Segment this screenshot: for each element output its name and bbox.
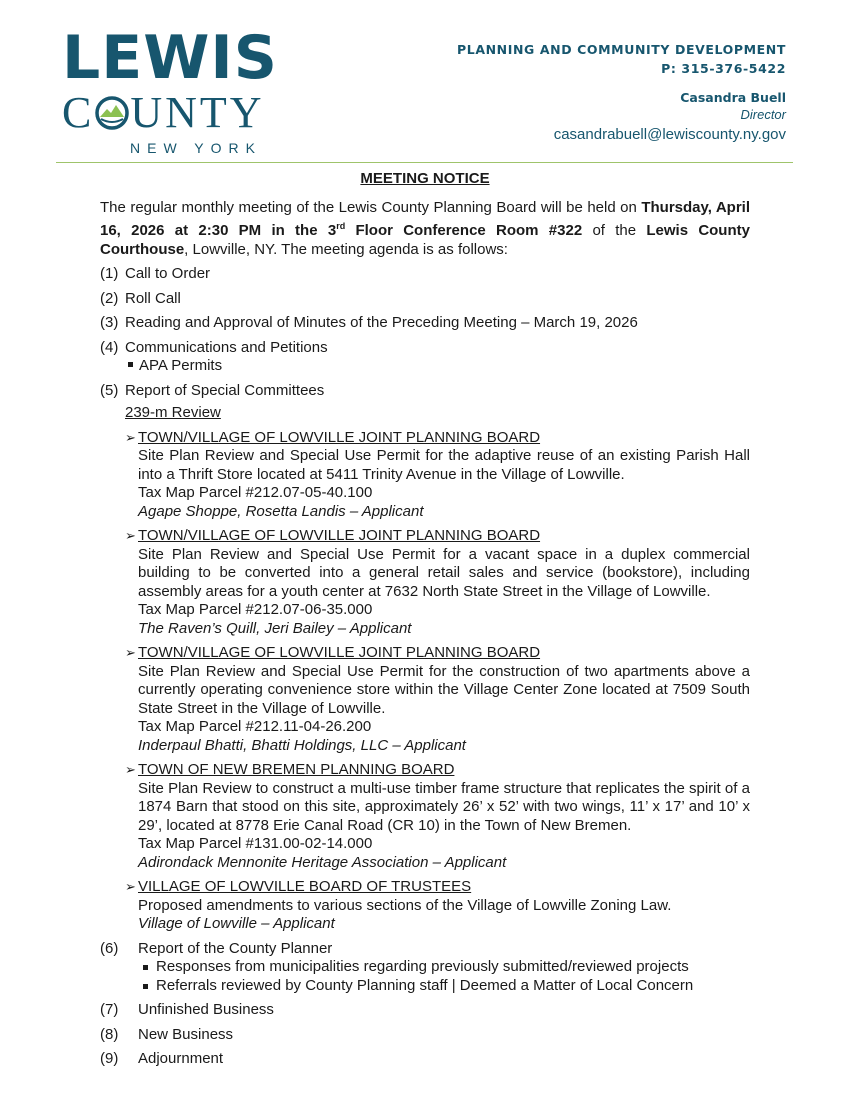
agenda-item: (8) New Business bbox=[100, 1025, 234, 1043]
arrow-bullet-icon: ➢ bbox=[125, 879, 136, 894]
arrow-bullet-icon: ➢ bbox=[125, 429, 136, 445]
director-email[interactable]: casandrabuell@lewiscounty.ny.gov bbox=[553, 126, 786, 143]
agenda-item: (6) Report of the County Planner Responses from municipalities regarding previously submitted/reviewed projects Referrals reviewed by County Planning staff | Deemed a Matter of Local Concern bbox=[100, 940, 750, 996]
logo-county-unty: UNTY bbox=[130, 88, 265, 137]
square-bullet-icon bbox=[128, 362, 133, 367]
agenda-item: (3) Reading and Approval of Minutes of the Preceding Meeting – March 19, 2026 bbox=[100, 314, 638, 331]
logo-new-york: NEW YORK bbox=[130, 140, 262, 156]
arrow-bullet-icon: ➢ bbox=[125, 645, 136, 660]
agenda-item: (7) Unfinished Business bbox=[100, 1001, 274, 1018]
county-logo bbox=[62, 23, 278, 158]
project-entry: ➢ TOWN OF NEW BREMEN PLANNING BOARD Site Plan Review to construct a multi-use timber frame structure that replicates the spirit of a 1874 Barn that stood on this site, approximately 26’ x 52’ with two wings, 11’ x 17’ and 10’ x 29’, located at 8778 Erie Canal Road (CR 10) in the Town of New Bremen. Tax Map Parcel #131.00-02-14.000 Adirondack Mennonite Heritage Association – Applicant bbox=[125, 761, 750, 871]
meeting-notice bbox=[100, 170, 750, 1069]
arrow-bullet-icon: ➢ bbox=[125, 762, 136, 777]
notice-heading: MEETING NOTICE bbox=[360, 170, 490, 187]
agenda-item: (2) Roll Call bbox=[100, 289, 181, 307]
agenda-subitem: APA Permits bbox=[128, 357, 750, 376]
logo-county bbox=[62, 90, 265, 136]
director-title: Director bbox=[740, 107, 786, 122]
department-contact bbox=[457, 42, 786, 143]
review-label: 239-m Review bbox=[125, 404, 221, 421]
logo-county-c: C bbox=[62, 88, 95, 137]
arrow-bullet-icon: ➢ bbox=[125, 528, 136, 543]
square-bullet-icon bbox=[143, 965, 148, 970]
project-entry: ➢ TOWN/VILLAGE OF LOWVILLE JOINT PLANNING BOARD Site Plan Review and Special Use Permit for the adaptive reuse of an existing Parish Hall into a Thrift Store located at 5411 Trinity Avenue in the Village of Lowville. Tax Map Parcel #212.07-05-40.100 Agape Shoppe, Rosetta Landis – Applicant bbox=[125, 428, 750, 520]
department-phone: P: 315-376-5422 bbox=[661, 61, 786, 76]
agenda-item: (4) Communications and Petitions APA Permits bbox=[100, 339, 750, 376]
notice-intro: The regular monthly meeting of the Lewis County Planning Board will be held on Thursday, April 16, 2026 at 2:30 PM in the 3rd Floor Conference Room #322 of the Lewis County Courthouse, Lowville, NY. The meeting agenda is as follows: bbox=[100, 198, 750, 258]
agenda-item: (5) Report of Special Committees 239-m Review ➢ TOWN/VILLAGE OF LOWVILLE JOINT PLANNING BOARD Site Plan Review and Special Use Permit for the adaptive reuse of an existing Parish Hall into a Thrift Store located at 5411 Trinity Avenue in the Village of Lowville. Tax Map Parcel #212.07-05-40.100 Agape Shoppe, Rosetta Landis – Applicant ➢ TOWN/VILLAGE OF LOWVILLE JOINT PLANNING BOARD Site Plan Review and Special Use Permit for a vacant space in a duplex commercial building to be converted into a general retail sales and service (bookstore), including assembly areas for a youth center at 7632 North State Street in the Village of Lowville. Tax Map Parcel #212.07-06-35.000 The Raven’s Quill, Jeri Bailey – Applicant ➢ TOWN/VILLAGE OF LOWVILLE JOINT PLANNING BOARD Site Plan Review and Special Use Permit for the construction of two apartments above a currently operating convenience store within the Village Center Zone located at 7509 South State Street in the Village of Lowville. Tax Map Parcel #212.11-04-26.200 Inderpaul Bhatti, Bhatti Holdings, LLC – Applicant ➢ TOWN OF NEW BREMEN PLANNING BOARD Site Plan Review to construct a multi-use timber frame structure that replicates the spirit of a 1874 Barn that stood on this site, approximately 26’ x 52’ with two wings, 11’ x 17’ and 10’ x 29’, located at 8778 Erie Canal Road (CR 10) in the Town of New Bremen. Tax Map Parcel #131.00-02-14.000 Adirondack Mennonite Heritage Association – Applicant ➢ VILLAGE OF LOWVILLE BOARD OF TRUSTEES Proposed amendments to various sections of the Village of Lowville Zoning Law. Village of Lowville – Applicant bbox=[100, 381, 750, 932]
agenda-item: (9) Adjournment bbox=[100, 1050, 224, 1067]
director-name: Casandra Buell bbox=[680, 90, 786, 105]
department-name: PLANNING AND COMMUNITY DEVELOPMENT bbox=[457, 42, 786, 57]
mountain-emblem-icon bbox=[94, 95, 130, 131]
agenda-subitem: Responses from municipalities regarding previously submitted/reviewed projects bbox=[138, 958, 750, 977]
project-entry: ➢ VILLAGE OF LOWVILLE BOARD OF TRUSTEES Proposed amendments to various sections of the Village of Lowville Zoning Law. Village of Lowville – Applicant bbox=[125, 878, 672, 932]
agenda-item: (1) Call to Order bbox=[100, 265, 211, 282]
logo-lewis: LEWIS bbox=[62, 23, 278, 93]
project-entry: ➢ TOWN/VILLAGE OF LOWVILLE JOINT PLANNING BOARD Site Plan Review and Special Use Permit for the construction of two apartments above a currently operating convenience store within the Village Center Zone located at 7509 South State Street in the Village of Lowville. Tax Map Parcel #212.11-04-26.200 Inderpaul Bhatti, Bhatti Holdings, LLC – Applicant bbox=[125, 644, 750, 754]
project-entry: ➢ TOWN/VILLAGE OF LOWVILLE JOINT PLANNING BOARD Site Plan Review and Special Use Permit for a vacant space in a duplex commercial building to be converted into a general retail sales and service (bookstore), including assembly areas for a youth center at 7632 North State Street in the Village of Lowville. Tax Map Parcel #212.07-06-35.000 The Raven’s Quill, Jeri Bailey – Applicant bbox=[125, 527, 750, 637]
header-divider bbox=[56, 162, 793, 163]
agenda-subitem: Referrals reviewed by County Planning staff | Deemed a Matter of Local Concern bbox=[138, 977, 750, 996]
square-bullet-icon bbox=[143, 984, 148, 989]
